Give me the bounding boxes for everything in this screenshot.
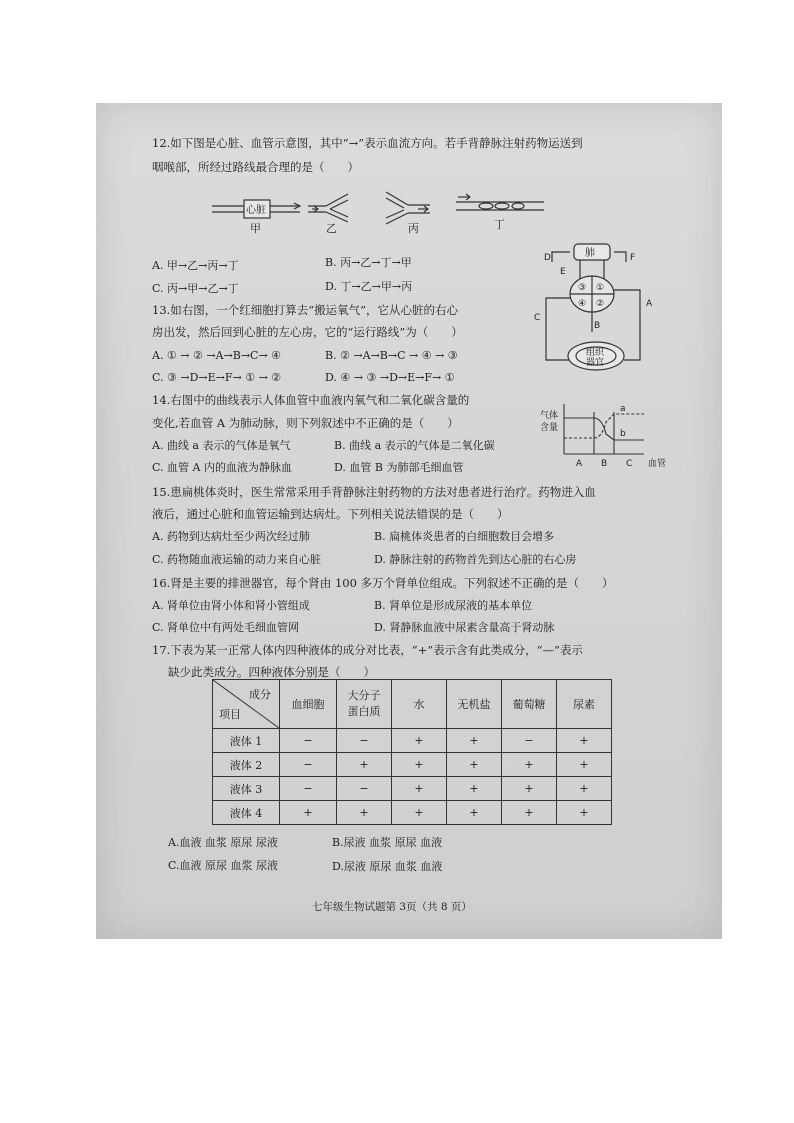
q13-option-c: C. ③ →D→E→F→ ① → ② bbox=[152, 371, 282, 384]
table-cell: + bbox=[392, 777, 447, 801]
table-corner-cell bbox=[213, 680, 280, 729]
table-row bbox=[213, 753, 612, 777]
q16-option-c: C. 肾单位中有两处毛细血管网 bbox=[152, 621, 300, 634]
q17-option-d: D.尿液 原尿 血浆 血液 bbox=[332, 860, 443, 873]
table-cell: − bbox=[280, 777, 337, 801]
chamber-1: ① bbox=[596, 283, 605, 293]
table-cell: + bbox=[392, 729, 447, 753]
table-cell: − bbox=[280, 753, 337, 777]
column-header: 大分子 蛋白质 bbox=[337, 680, 392, 729]
tissue-label-1: 组织 bbox=[586, 348, 605, 358]
chart-ylabel-2: 含量 bbox=[540, 423, 559, 433]
table-cell: + bbox=[502, 801, 557, 825]
table-cell: + bbox=[447, 801, 502, 825]
chamber-3: ③ bbox=[578, 283, 587, 293]
q12-option-d: D. 丁→乙→甲→丙 bbox=[325, 280, 413, 293]
q12-text-line1: 12.如下图是心脏、血管示意图，其中“→”表示血流方向。若手背静脉注射药物运送到 bbox=[152, 136, 583, 150]
table-cell: + bbox=[280, 801, 337, 825]
q14-text-line2: 变化,若血管 A 为肺动脉，则下列叙述中不正确的是（ ） bbox=[152, 416, 459, 430]
q14-text-line1: 14.右图中的曲线表示人体血管中血液内氧气和二氧化碳含量的 bbox=[152, 393, 470, 407]
table-cell: + bbox=[502, 777, 557, 801]
table-cell: + bbox=[557, 777, 612, 801]
letter-a: A bbox=[646, 299, 653, 309]
table-cell: + bbox=[557, 801, 612, 825]
segment-a: A bbox=[576, 459, 583, 469]
label-bing: 丙 bbox=[408, 222, 419, 234]
chamber-2: ② bbox=[596, 299, 605, 309]
corner-label-bottom: 项目 bbox=[219, 708, 241, 721]
q17-option-c: C.血液 原尿 血浆 尿液 bbox=[168, 859, 279, 872]
letter-f: F bbox=[630, 253, 636, 263]
q14-option-c: C. 血管 A 内的血液为静脉血 bbox=[152, 461, 292, 474]
merge-diagram-bing bbox=[386, 192, 430, 224]
q15-text-line1: 15.患扁桃体炎时，医生常常采用手背静脉注射药物的方法对患者进行治疗。药物进入血 bbox=[152, 485, 596, 499]
q13-option-a: A. ① → ② →A→B→C→ ④ bbox=[152, 349, 282, 362]
table-cell: − bbox=[280, 729, 337, 753]
table-cell: + bbox=[392, 753, 447, 777]
table-row bbox=[213, 777, 612, 801]
table-cell: + bbox=[392, 801, 447, 825]
q14-option-b: B. 曲线 a 表示的气体是二氧化碳 bbox=[334, 439, 495, 452]
composition-table bbox=[212, 679, 612, 825]
page-footer: 七年级生物试题第 3页（共 8 页） bbox=[312, 901, 472, 913]
segment-c: C bbox=[626, 459, 633, 469]
capillary-diagram-ding bbox=[456, 194, 544, 210]
row-label: 液体 1 bbox=[213, 729, 280, 753]
q15-text-line2: 液后，通过心脏和血管运输到达病灶。下列相关说法错误的是（ ） bbox=[152, 507, 509, 521]
row-label: 液体 4 bbox=[213, 801, 280, 825]
q15-option-b: B. 扁桃体炎患者的白细胞数目会增多 bbox=[374, 530, 555, 543]
chamber-4: ④ bbox=[578, 299, 587, 309]
table-cell: − bbox=[337, 729, 392, 753]
chart-ylabel-1: 气体 bbox=[540, 411, 559, 421]
tissue-label-2: 器官 bbox=[586, 358, 605, 368]
q12-option-a: A. 甲→乙→丙→丁 bbox=[152, 259, 239, 272]
q14-option-d: D. 血管 B 为肺部毛细血管 bbox=[334, 461, 464, 474]
table-row bbox=[213, 729, 612, 753]
label-ding: 丁 bbox=[494, 218, 505, 231]
heart-label: 心脏 bbox=[246, 205, 266, 216]
curve-a-label: a bbox=[620, 404, 626, 414]
q13-text-line2: 房出发，然后回到心脏的左心房，它的“运行路线”为（ ） bbox=[152, 325, 463, 339]
curve-b-label: b bbox=[620, 429, 626, 439]
q15-option-c: C. 药物随血液运输的动力来自心脏 bbox=[152, 553, 322, 566]
q12-vessel-diagram bbox=[208, 188, 548, 234]
q13-text-line1: 13.如右图，一个红细胞打算去“搬运氧气”，它从心脏的右心 bbox=[152, 303, 459, 317]
table-cell: + bbox=[447, 777, 502, 801]
column-header: 葡萄糖 bbox=[502, 680, 557, 729]
q13-option-d: D. ④ → ③ →D→E→F→ ① bbox=[325, 371, 455, 384]
table-cell: + bbox=[447, 753, 502, 777]
lung-label: 肺 bbox=[585, 248, 595, 259]
q17-option-a: A.血液 血浆 原尿 尿液 bbox=[168, 836, 278, 849]
table-cell: + bbox=[502, 753, 557, 777]
column-header: 尿素 bbox=[557, 680, 612, 729]
chart-xlabel: 血管 bbox=[648, 459, 667, 469]
table-cell: + bbox=[557, 753, 612, 777]
corner-label-top: 成分 bbox=[249, 688, 271, 701]
q14-option-a: A. 曲线 a 表示的气体是氧气 bbox=[152, 439, 291, 452]
table-cell: + bbox=[337, 753, 392, 777]
q12-option-b: B. 丙→乙→丁→甲 bbox=[325, 256, 412, 269]
letter-e: E bbox=[560, 267, 566, 277]
q12-text-line2: 咽喉部，所经过路线最合理的是（ ） bbox=[152, 160, 359, 174]
column-header: 水 bbox=[392, 680, 447, 729]
label-yi: 乙 bbox=[326, 222, 337, 234]
table-cell: + bbox=[447, 729, 502, 753]
row-label: 液体 2 bbox=[213, 753, 280, 777]
label-jia: 甲 bbox=[250, 222, 261, 234]
table-cell: − bbox=[337, 777, 392, 801]
q12-option-c: C. 丙→甲→乙→丁 bbox=[152, 282, 239, 295]
q16-option-a: A. 肾单位由肾小体和肾小管组成 bbox=[152, 599, 310, 612]
row-label: 液体 3 bbox=[213, 777, 280, 801]
table-cell: − bbox=[502, 729, 557, 753]
q16-text-line1: 16.肾是主要的排泄器官，每个肾由 100 多万个肾单位组成。下列叙述不正确的是（ ） bbox=[152, 576, 614, 590]
gas-content-chart bbox=[540, 398, 680, 470]
q16-option-b: B. 肾单位是形成尿液的基本单位 bbox=[374, 599, 533, 612]
segment-b: B bbox=[601, 459, 608, 469]
column-header: 血细胞 bbox=[280, 680, 337, 729]
table-row bbox=[213, 801, 612, 825]
q15-option-d: D. 静脉注射的药物首先到达心脏的右心房 bbox=[374, 553, 577, 566]
q16-option-d: D. 肾静脉血液中尿素含量高于肾动脉 bbox=[374, 621, 555, 634]
table-header-row bbox=[213, 680, 612, 729]
q17-text-line1: 17.下表为某一正常人体内四种液体的成分对比表，“+”表示含有此类成分，“—”表示 bbox=[152, 643, 583, 657]
column-header: 无机盐 bbox=[447, 680, 502, 729]
q17-text-line2: 缺少此类成分。四种液体分别是（ ） bbox=[168, 665, 375, 679]
q17-option-b: B.尿液 血浆 原尿 血液 bbox=[332, 836, 443, 849]
letter-d: D bbox=[544, 253, 551, 263]
q13-option-b: B. ② →A→B→C → ④ → ③ bbox=[325, 349, 458, 362]
table-cell: + bbox=[337, 801, 392, 825]
circulation-diagram bbox=[530, 240, 660, 380]
letter-b: B bbox=[594, 321, 601, 331]
q15-option-a: A. 药物到达病灶至少两次经过肺 bbox=[152, 530, 310, 543]
branch-diagram-yi bbox=[308, 194, 348, 222]
table-cell: + bbox=[557, 729, 612, 753]
letter-c: C bbox=[534, 313, 541, 323]
